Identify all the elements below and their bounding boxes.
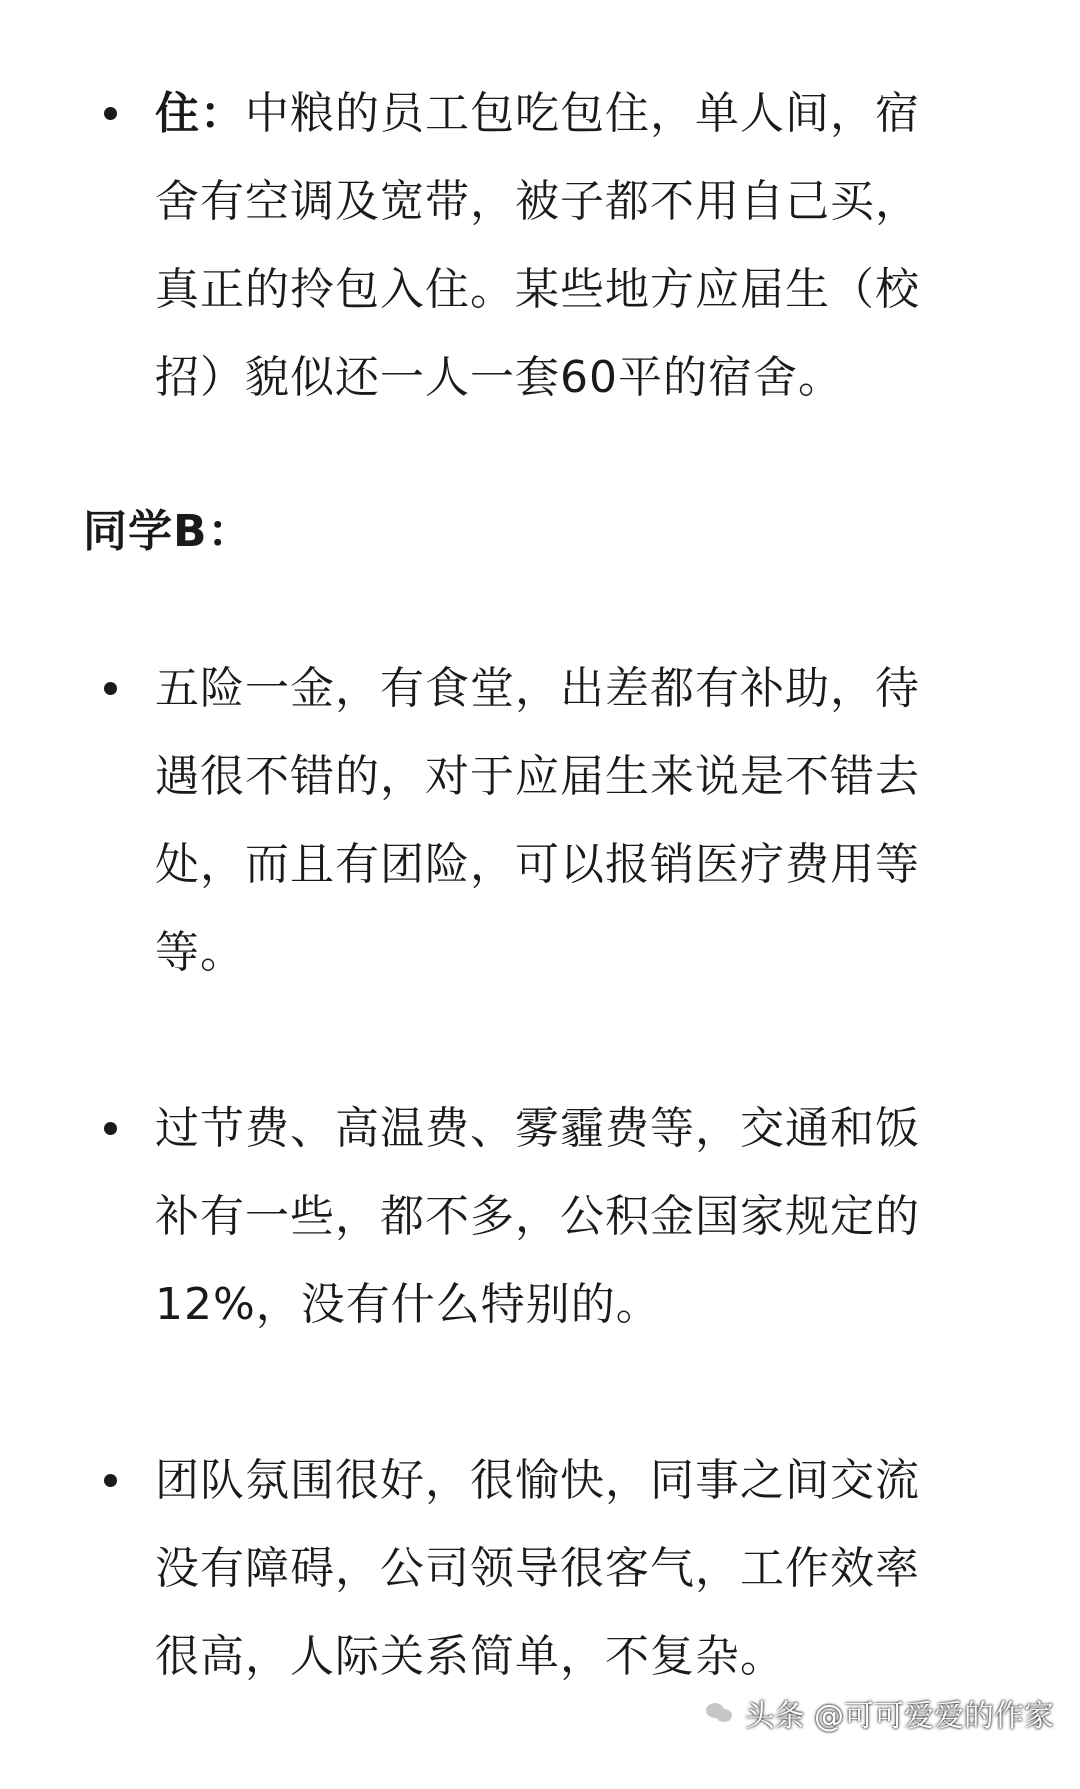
bullet-icon <box>104 1474 117 1487</box>
item-label-colon: ： <box>200 88 245 139</box>
list-item-housing <box>0 70 955 422</box>
item-label: 住 <box>155 88 200 139</box>
bullet-icon <box>104 107 117 120</box>
bullet-icon <box>104 1122 117 1135</box>
item-text: 团队氛围很好，很愉快，同事之间交流没有障碍，公司领导很客气，工作效率很高，人际关系简单，不复杂。 <box>155 1455 920 1682</box>
benefits-list-b <box>0 645 1080 1789</box>
wechat-logo-icon <box>706 1701 734 1725</box>
list-item <box>0 1085 955 1349</box>
item-text: 五险一金，有食堂，出差都有补助，待遇很不错的，对于应届生来说是不错去处，而且有团险，可以报销医疗费用等等。 <box>155 663 920 978</box>
list-item <box>0 1437 955 1701</box>
section-heading-b: 同学B： <box>83 506 253 557</box>
benefits-list-a <box>0 70 1080 422</box>
bullet-icon <box>104 682 117 695</box>
watermark <box>706 1681 1054 1745</box>
watermark-text: 头条 @可可爱爱的作家 <box>744 1699 1054 1734</box>
item-text: 过节费、高温费、雾霾费等，交通和饭补有一些，都不多，公积金国家规定的12%，没有什么特别的。 <box>155 1103 920 1330</box>
item-text: 中粮的员工包吃包住，单人间，宿舍有空调及宽带，被子都不用自己买，真正的拎包入住。某些地方应届生（校招）貌似还一人一套60平的宿舍。 <box>155 88 920 403</box>
list-item <box>0 645 955 997</box>
